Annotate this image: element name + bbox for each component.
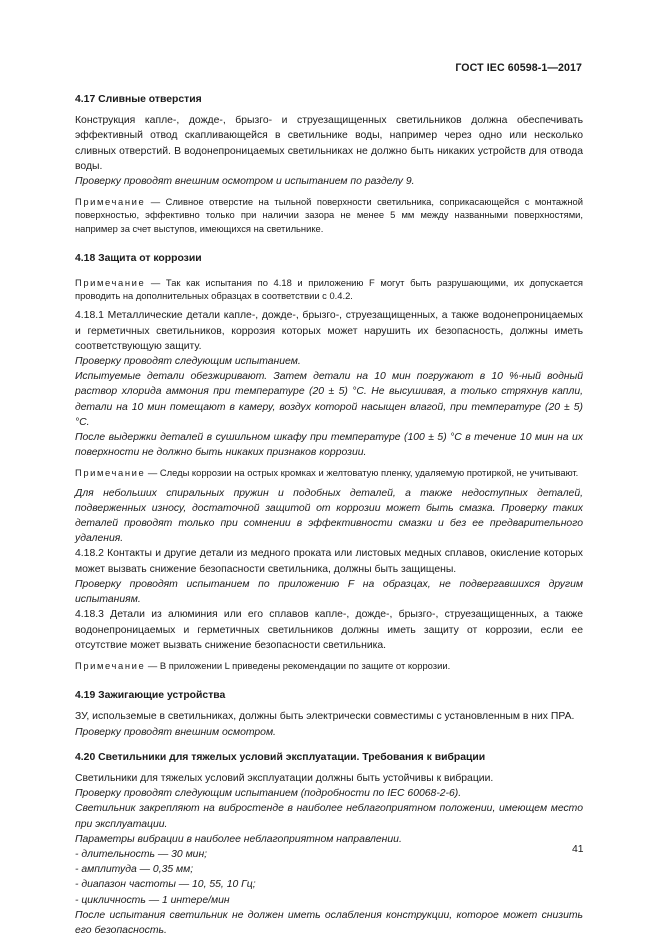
heading-4-20: 4.20 Светильники для тяжелых условий эксплуатации. Требования к вибрации — [75, 751, 486, 763]
after-4-20: После испытания светильник не должен иметь ослабления конструкции, которое может снизить его безопасность. — [75, 909, 583, 936]
note-label: Примечание — [75, 196, 146, 208]
note-4-18-c — [75, 659, 583, 672]
list-item: - длительность — 30 мин; — [75, 848, 208, 860]
list-item: - диапазон частоты — 10, 55, 10 Гц; — [75, 879, 256, 891]
page-content — [75, 92, 583, 938]
test-4-18-1: Испытуемые детали обезжиривают. Затем детали на 10 мин погружают в 10 %-ный водный раствор хлорида аммония при температуре (20 ± 5) °С. Не высушивая, а только стряхнув капли, детали на 10 мин помещают в камеру, воздух которой насыщен влагой, при температуре (20 ± 5) °С. — [75, 371, 583, 428]
note-label: Примечание — [75, 467, 146, 479]
note-label: Примечание — [75, 277, 146, 289]
note-4-17 — [75, 195, 583, 235]
mount-4-20: Светильник закрепляют на вибростенде в наиболее неблагоприятном положении, имеющем место при эксплуатации. — [75, 803, 583, 830]
note-4-18-b — [75, 466, 583, 479]
list-item: - амплитуда — 0,35 мм; — [75, 864, 194, 876]
paragraph-4-18-3: 4.18.3 Детали из алюминия или его сплавов капле-, дожде-, брызго-, струезащищенных, а также водонепроницаемых и герметичных светильников должны иметь защиту от коррозии, если ее отсутствие может вызвать снижение безопасности светильника. — [75, 609, 583, 651]
paragraph-4-18-2: 4.18.2 Контакты и другие детали из медного проката или листовых медных сплавов, окисление которых может вызвать снижение безопасности светильника, должны быть защищены. — [75, 548, 583, 575]
params-4-20: Параметры вибрации в наиболее неблагоприятном направлении. — [75, 833, 402, 845]
note-text: — Следы коррозии на острых кромках и желтоватую пленку, удаляемую протиркой, не учитывают. — [147, 467, 579, 479]
paragraph-4-20: Светильники для тяжелых условий эксплуатации должны быть устойчивы к вибрации. — [75, 772, 494, 784]
check-4-18-2: Проверку проводят испытанием по приложению F на образцах, не подвергавшихся другим испытаниям. — [75, 578, 583, 606]
heading-4-18: 4.18 Защита от коррозии — [75, 252, 202, 264]
check-4-19: Проверку проводят внешним осмотром. — [75, 726, 276, 738]
heading-4-19: 4.19 Зажигающие устройства — [75, 690, 226, 702]
standard-header: ГОСТ IEC 60598-1—2017 — [455, 62, 582, 74]
page-number: 41 — [572, 844, 584, 855]
note-text: — Сливное отверстие на тыльной поверхности светильника, соприкасающейся с монтажной поверхностью, эффективно только при наличии зазора не менее 5 мм между названными поверхностями, например за счет выступов, имеющихся на светильнике. — [75, 196, 583, 234]
check-4-20: Проверку проводят следующим испытанием (подробности по IEC 60068-2-6). — [75, 788, 462, 800]
note-label: Примечание — [75, 659, 146, 671]
check-4-18-1: Проверку проводят следующим испытанием. — [75, 356, 301, 368]
check-4-17: Проверку проводят внешним осмотром и испытанием по разделу 9. — [75, 176, 415, 188]
paragraph-4-17: Конструкция капле-, дожде-, брызго- и струезащищенных светильников должна обеспечивать эффективный отвод скапливающейся в светильнике воды, например через одно или несколько сливных отверстий. В водонепроницаемых светильниках не должно быть никаких устройств для отвода воды. — [75, 115, 583, 172]
after-4-18-1: После выдержки деталей в сушильном шкафу при температуре (100 ± 5) °С в течение 10 мин на их поверхности не должно быть никаких признаков коррозии. — [75, 432, 583, 459]
heading-4-17: 4.17 Сливные отверстия — [75, 94, 202, 105]
list-item: - цикличность — 1 интере/мин — [75, 894, 230, 906]
note-text: — Так как испытания по 4.18 и приложению F могут быть разрушающими, их допускается проводить на дополнительных образцах в соответствии с 0.4.2. — [75, 277, 583, 302]
paragraph-4-19: ЗУ, использемые в светильниках, должны быть электрически совместимы с установленным в них ПРА. — [75, 711, 575, 723]
springs-4-18-1: Для небольших спиральных пружин и подобных деталей, а также недоступных деталей, подверженных износу, достаточной защитой от коррозии может быть смазка. Проверку таких деталей проводят только при сомнении в эффективности смазки и без ее предварительного удаления. — [75, 487, 583, 545]
paragraph-4-18-1: 4.18.1 Металлические детали капле-, дожде-, брызго-, струезащищенных, а также водонепроницаемых и герметичных светильников, коррозия которых может нарушить их безопасность, должны иметь соответствующую защиту. — [75, 310, 583, 352]
note-4-18-a — [75, 276, 583, 302]
note-text: — В приложении L приведены рекомендации по защите от коррозии. — [147, 659, 451, 671]
